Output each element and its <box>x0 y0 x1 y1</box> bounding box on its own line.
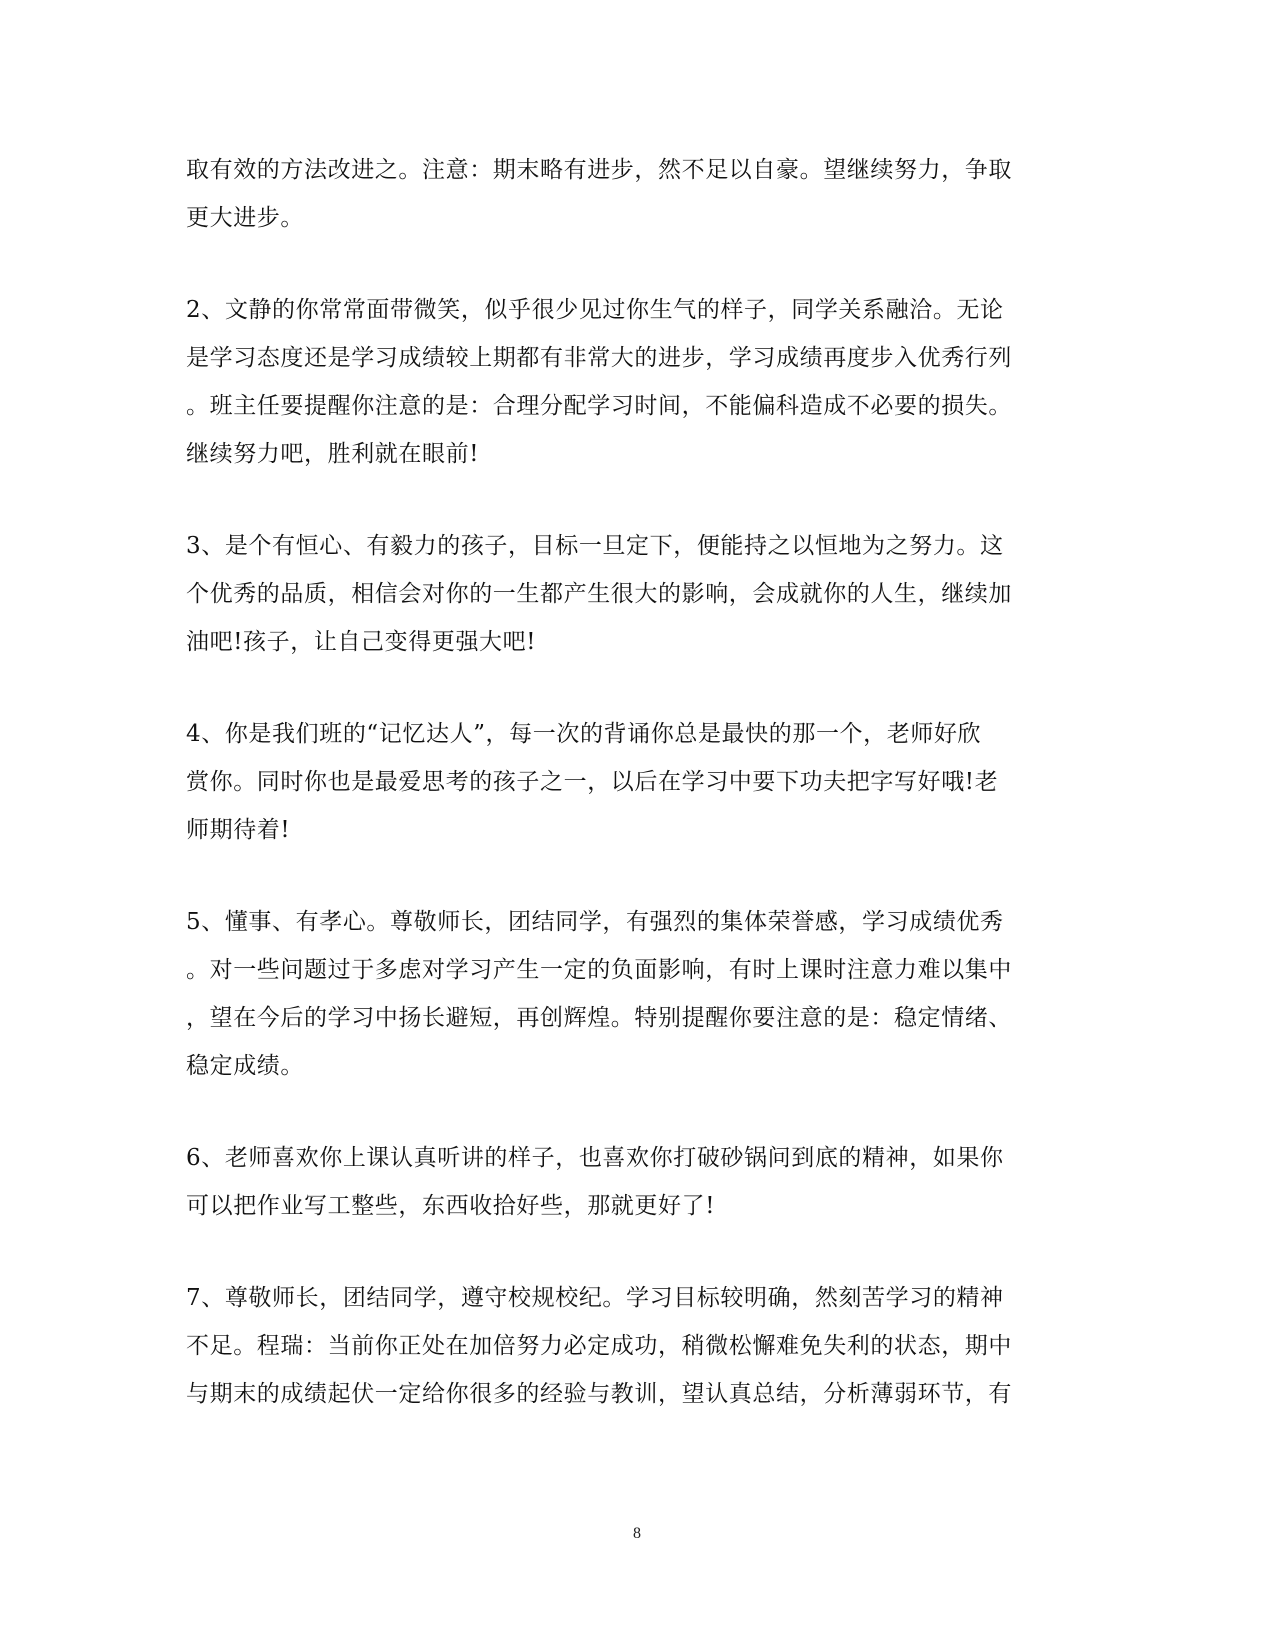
text-line: 7、尊敬师长，团结同学，遵守校规校纪。学习目标较明确，然刻苦学习的精神 <box>186 1285 1004 1311</box>
text-line: 赏你。同时你也是最爱思考的孩子之一，以后在学习中要下功夫把字写好哦!老 <box>186 769 999 795</box>
text-line: 。对一些问题过于多虑对学习产生一定的负面影响，有时上课时注意力难以集中 <box>186 957 1012 983</box>
text-line: 可以把作业写工整些，东西收拾好些，那就更好了! <box>186 1193 716 1219</box>
text-line: 6、老师喜欢你上课认真听讲的样子，也喜欢你打破砂锅问到底的精神，如果你 <box>186 1145 1004 1171</box>
text-line: 继续努力吧，胜利就在眼前! <box>186 441 480 467</box>
document-body <box>186 146 1066 1462</box>
text-line: 5、懂事、有孝心。尊敬师长，团结同学，有强烈的集体荣誉感，学习成绩优秀 <box>186 909 1004 935</box>
text-line: ，望在今后的学习中扬长避短，再创辉煌。特别提醒你要注意的是：稳定情绪、 <box>186 1005 1012 1031</box>
text-line: 2、文静的你常常面带微笑，似乎很少见过你生气的样子，同学关系融洽。无论 <box>186 297 1004 323</box>
text-line: 不足。程瑞：当前你正处在加倍努力必定成功，稍微松懈难免失利的状态，期中 <box>186 1333 1012 1359</box>
text-line: 师期待着! <box>186 817 291 843</box>
paragraph-2 <box>186 286 1066 478</box>
text-line: 个优秀的品质，相信会对你的一生都产生很大的影响，会成就你的人生，继续加 <box>186 581 1012 607</box>
paragraph-4 <box>186 710 1066 854</box>
paragraph-7 <box>186 1274 1066 1418</box>
text-line: 3、是个有恒心、有毅力的孩子，目标一旦定下，便能持之以恒地为之努力。这 <box>186 533 1004 559</box>
text-line: 更大进步。 <box>186 205 304 231</box>
text-line: 取有效的方法改进之。注意：期末略有进步，然不足以自豪。望继续努力，争取 <box>186 157 1012 183</box>
page-number: 8 <box>633 1525 641 1542</box>
paragraph-5 <box>186 898 1066 1090</box>
paragraph-3 <box>186 522 1066 666</box>
paragraph-6 <box>186 1134 1066 1230</box>
text-line: 。班主任要提醒你注意的是：合理分配学习时间，不能偏科造成不必要的损失。 <box>186 393 1012 419</box>
text-line: 是学习态度还是学习成绩较上期都有非常大的进步，学习成绩再度步入优秀行列 <box>186 345 1012 371</box>
text-line: 与期末的成绩起伏一定给你很多的经验与教训，望认真总结，分析薄弱环节，有 <box>186 1381 1012 1407</box>
paragraph-1-continued <box>186 146 1066 242</box>
text-line: 4、你是我们班的“记忆达人”，每一次的背诵你总是最快的那一个，老师好欣 <box>186 721 982 747</box>
text-line: 稳定成绩。 <box>186 1053 304 1079</box>
text-line: 油吧!孩子，让自己变得更强大吧! <box>186 629 537 655</box>
